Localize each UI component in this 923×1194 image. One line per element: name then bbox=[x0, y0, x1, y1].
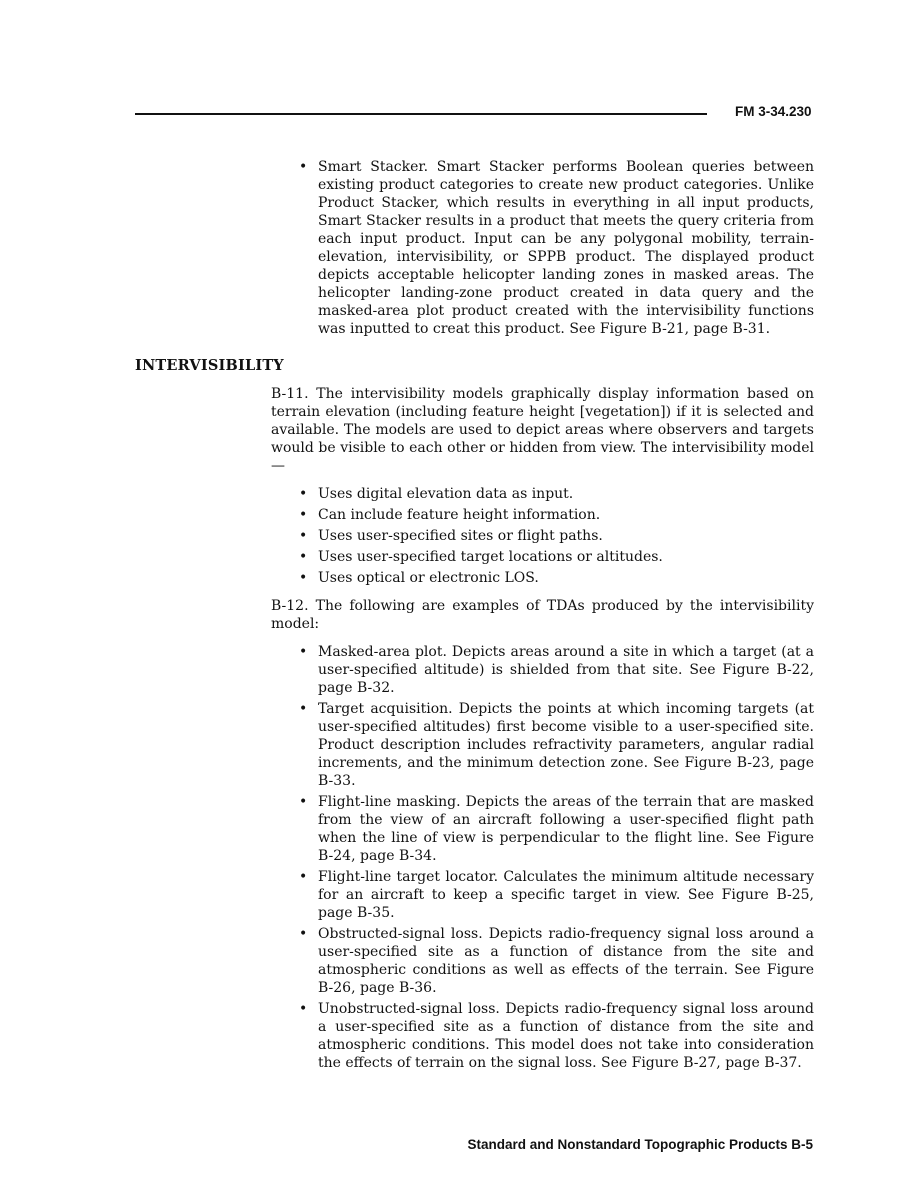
document-code: FM 3-34.230 bbox=[735, 104, 812, 119]
list-item: • Obstructed-signal loss. Depicts radio-frequency signal loss around a user-specified site as a function of distance from the site and atmospheric conditions as well as effects of the terrain. See Figure B-26, page B-36. bbox=[271, 925, 814, 997]
intro-bullet-list bbox=[271, 158, 814, 341]
example-bullet-list bbox=[271, 643, 814, 1072]
page-footer: Standard and Nonstandard Topographic Products B-5 bbox=[467, 1137, 813, 1152]
section-heading: INTERVISIBILITY bbox=[135, 357, 284, 374]
list-item: • Flight-line target locator. Calculates the minimum altitude necessary for an aircraft to keep a specific target in view. See Figure B-25, page B-35. bbox=[271, 868, 814, 922]
section-body bbox=[271, 385, 814, 1075]
paragraph-b12: B-12. The following are examples of TDAs produced by the intervisibility model: bbox=[271, 598, 814, 632]
list-item: • Can include feature height information. bbox=[271, 506, 814, 524]
list-item: • Uses optical or electronic LOS. bbox=[271, 569, 814, 587]
paragraph-b11: B-11. The intervisibility models graphically display information based on terrain elevation (including feature height [vegetation]) if it is selected and available. The models are used to depict areas where observers and targets would be visible to each other or hidden from view. The intervisibility model— bbox=[271, 386, 814, 474]
list-item: • Masked-area plot. Depicts areas around a site in which a target (at a user-specified altitude) is shielded from that site. See Figure B-22, page B-32. bbox=[271, 643, 814, 697]
list-item: • Unobstructed-signal loss. Depicts radio-frequency signal loss around a user-specified site as a function of distance from the site and atmospheric conditions. This model does not take into consideration the effects of terrain on the signal loss. See Figure B-27, page B-37. bbox=[271, 1000, 814, 1072]
header-rule bbox=[135, 113, 707, 115]
list-item: • Uses user-specified target locations or altitudes. bbox=[271, 548, 814, 566]
list-item: • Uses digital elevation data as input. bbox=[271, 485, 814, 503]
list-item: • Flight-line masking. Depicts the areas of the terrain that are masked from the view of an aircraft following a user-specified flight path when the line of view is perpendicular to the flight line. See Figure B-24, page B-34. bbox=[271, 793, 814, 865]
model-bullet-list bbox=[271, 485, 814, 587]
list-item: • Uses user-specified sites or flight paths. bbox=[271, 527, 814, 545]
list-item: • Target acquisition. Depicts the points at which incoming targets (at user-specified altitudes) first become visible to a user-specified site. Product description includes refractivity parameters, angular radial increments, and the minimum detection zone. See Figure B-23, page B-33. bbox=[271, 700, 814, 790]
list-item: • Smart Stacker. Smart Stacker performs Boolean queries between existing product categories to create new product categories. Unlike Product Stacker, which results in everything in all input products, Smart Stacker results in a product that meets the query criteria from each input product. Input can be any polygonal mobility, terrain-elevation, intervisibility, or SPPB product. The displayed product depicts acceptable helicopter landing zones in masked areas. The helicopter landing-zone product created in data query and the masked-area plot product created with the intervisibility functions was inputted to creat this product. See Figure B-21, page B-31. bbox=[271, 158, 814, 338]
